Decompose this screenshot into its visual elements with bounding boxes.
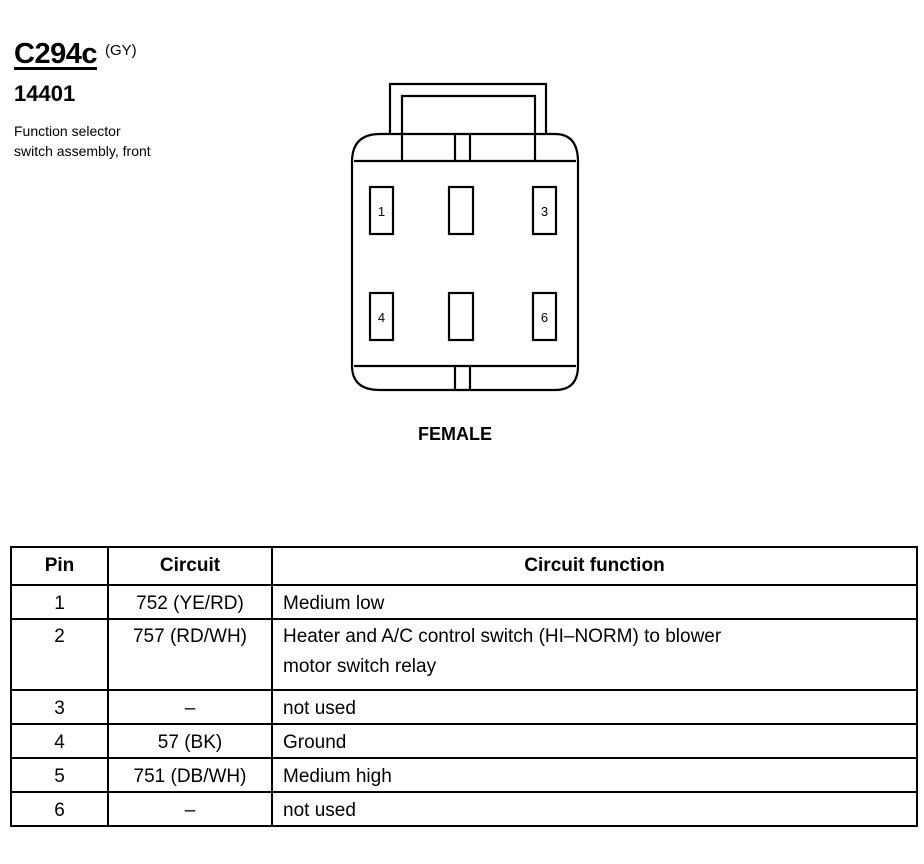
- cavity-1-label: 1: [377, 204, 386, 219]
- locking-tab-outer: [390, 84, 546, 134]
- table-row: [11, 758, 917, 792]
- table-row: [11, 792, 917, 826]
- function-text: Medium low: [283, 593, 385, 614]
- function-text: not used: [283, 800, 356, 821]
- pin-cell: 1: [11, 585, 108, 619]
- description-line-1: Function selector: [14, 123, 121, 139]
- function-text: Medium high: [283, 766, 392, 787]
- connector-color-code: (GY): [104, 42, 137, 59]
- connector-header: [14, 38, 214, 161]
- function-cell: [272, 792, 917, 826]
- circuit-cell: 752 (YE/RD): [108, 585, 272, 619]
- function-cell: [272, 724, 917, 758]
- connector-housing: [352, 134, 578, 390]
- description-line-2: switch assembly, front: [14, 143, 151, 159]
- connector-description: [14, 121, 214, 161]
- pin-cell: 2: [11, 619, 108, 690]
- locking-tab-inner: [402, 96, 535, 160]
- circuit-cell: 751 (DB/WH): [108, 758, 272, 792]
- function-cell: [272, 585, 917, 619]
- function-text-line-1: Heater and A/C control switch (HI–NORM) to blower: [283, 626, 722, 647]
- part-number: 14401: [14, 81, 76, 106]
- function-cell: [272, 619, 917, 690]
- pin-cell: 6: [11, 792, 108, 826]
- function-text: Ground: [283, 732, 347, 753]
- circuit-cell: –: [108, 690, 272, 724]
- function-text: not used: [283, 698, 356, 719]
- function-cell: [272, 690, 917, 724]
- cavity-5: [449, 293, 473, 340]
- table-row: [11, 690, 917, 724]
- circuit-cell: –: [108, 792, 272, 826]
- connector-id: C294c: [14, 38, 97, 70]
- pin-cell: 4: [11, 724, 108, 758]
- circuit-cell: 57 (BK): [108, 724, 272, 758]
- function-cell: [272, 758, 917, 792]
- pin-table: [10, 546, 918, 827]
- cavity-6-label: 6: [540, 310, 549, 325]
- table-row: [11, 619, 917, 690]
- table-row: [11, 724, 917, 758]
- header-circuit-function: Circuit function: [272, 547, 917, 585]
- pin-cell: 3: [11, 690, 108, 724]
- table-row: [11, 585, 917, 619]
- header-circuit: Circuit: [108, 547, 272, 585]
- circuit-cell: 757 (RD/WH): [108, 619, 272, 690]
- connector-title-line: [14, 38, 214, 71]
- cavity-4-label: 4: [377, 310, 386, 325]
- header-pin: Pin: [11, 547, 108, 585]
- gender-label: FEMALE: [418, 424, 492, 444]
- cavity-3-label: 3: [540, 204, 549, 219]
- pin-cell: 5: [11, 758, 108, 792]
- cavity-2: [449, 187, 473, 234]
- connector-face-diagram: [350, 82, 582, 394]
- table-header-row: [11, 547, 917, 585]
- function-text-line-2: motor switch relay: [283, 656, 437, 677]
